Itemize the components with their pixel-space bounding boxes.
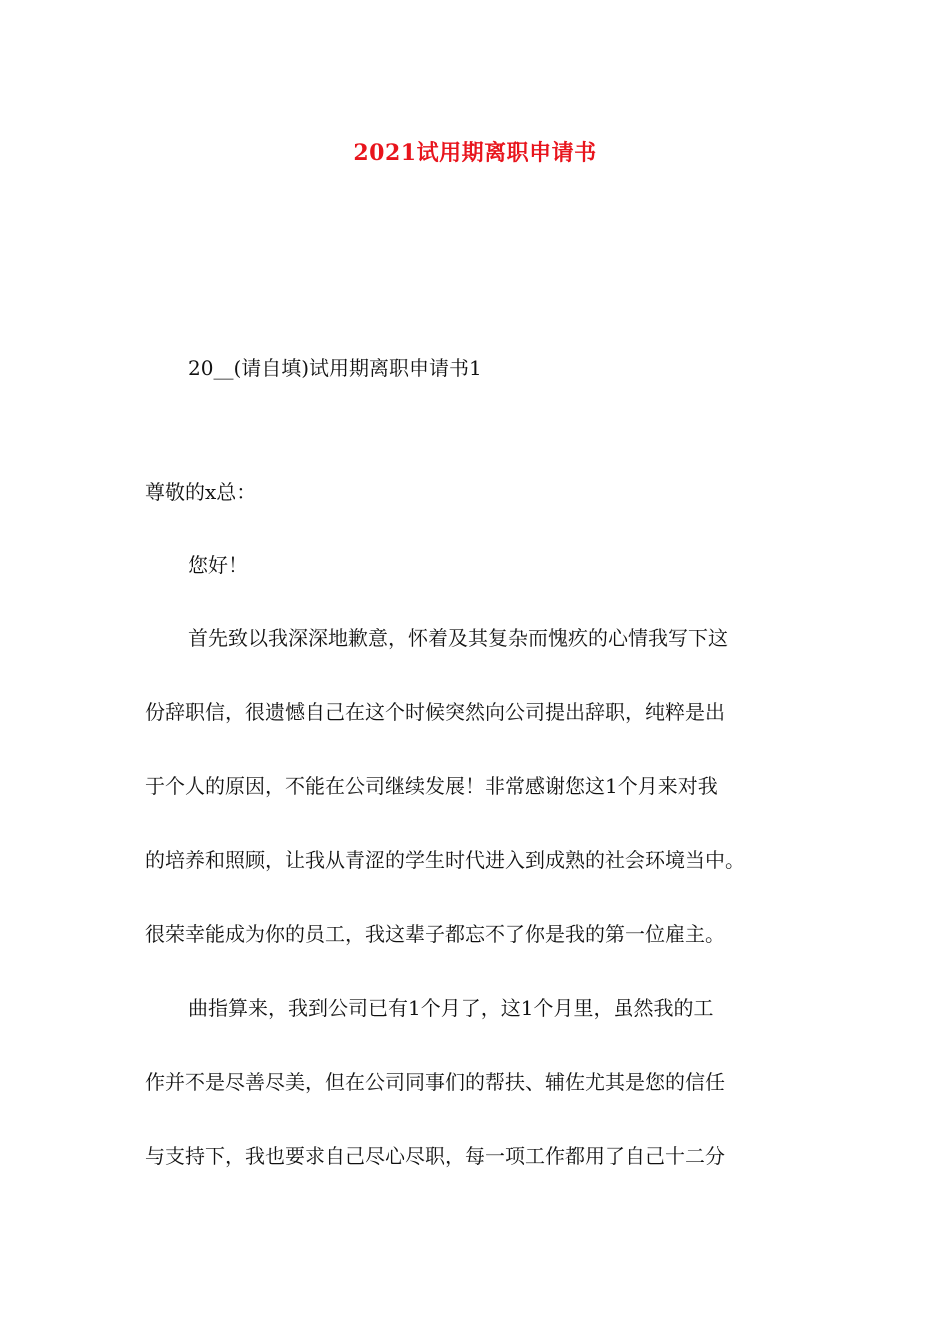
- document-subtitle: 20__(请自填)试用期离职申请书1: [188, 356, 482, 380]
- paragraph-line: 很荣幸能成为你的员工，我这辈子都忘不了你是我的第一位雇主。: [145, 922, 725, 946]
- paragraph-line: 的培养和照顾，让我从青涩的学生时代进入到成熟的社会环境当中。: [145, 848, 745, 872]
- paragraph-line: 份辞职信，很遗憾自己在这个时候突然向公司提出辞职，纯粹是出: [145, 700, 725, 724]
- salutation: 尊敬的x总：: [145, 480, 257, 504]
- paragraph-line: 于个人的原因，不能在公司继续发展！非常感谢您这1个月来对我: [145, 774, 718, 798]
- greeting: 您好！: [188, 553, 248, 577]
- document-title: 2021试用期离职申请书: [353, 140, 597, 166]
- paragraph-line: 首先致以我深深地歉意，怀着及其复杂而愧疚的心情我写下这: [188, 626, 728, 650]
- paragraph-line: 与支持下，我也要求自己尽心尽职，每一项工作都用了自己十二分: [145, 1144, 725, 1168]
- paragraph-line: 作并不是尽善尽美，但在公司同事们的帮扶、辅佐尤其是您的信任: [145, 1070, 725, 1094]
- paragraph-line: 曲指算来，我到公司已有1个月了，这1个月里，虽然我的工: [188, 996, 714, 1020]
